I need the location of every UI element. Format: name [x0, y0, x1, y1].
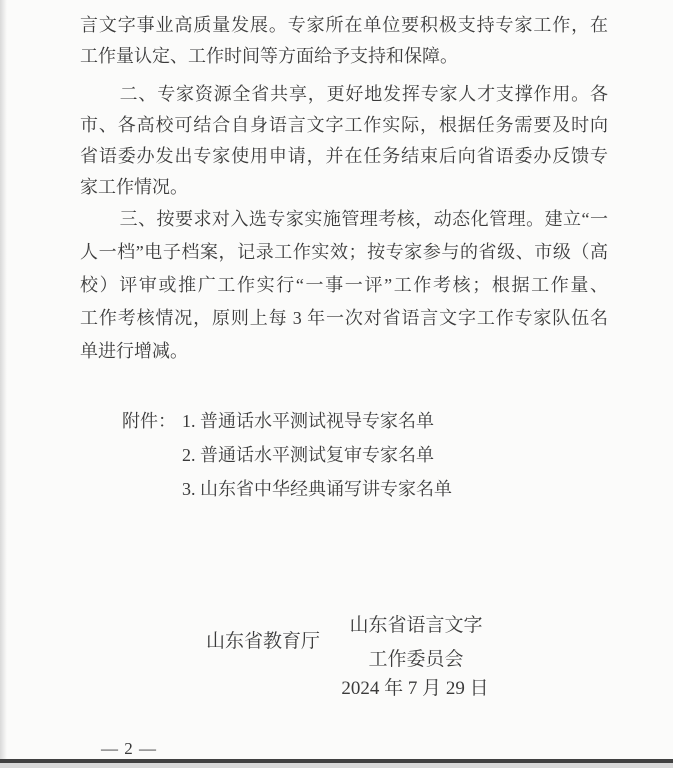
attachment-section: [122, 404, 452, 506]
bottom-edge-band: [0, 763, 673, 768]
attachment-item: 3. 山东省中华经典诵写讲专家名单: [182, 479, 452, 499]
signature-left-org: 山东省教育厅: [206, 631, 321, 652]
document-body: [80, 10, 608, 368]
paragraph: [80, 79, 608, 203]
body-line: 家工作情况。: [80, 177, 188, 197]
attachment-item: 2. 普通话水平测试复审专家名单: [182, 445, 434, 465]
signature-date: 2024 年 7 月 29 日: [341, 678, 489, 699]
body-line: 二、专家资源全省共享，更好地发挥专家人才支撑作用。各: [119, 84, 608, 104]
body-line: 工作考核情况，原则上每 3 年一次对省语言文字工作专家队伍名: [80, 308, 608, 328]
attachment-label: 附件：: [122, 411, 176, 431]
attachment-item: 1. 普通话水平测试视导专家名单: [182, 411, 434, 431]
body-line: 工作量认定、工作时间等方面给予支持和保障。: [80, 46, 458, 66]
body-line: 校）评审或推广工作实行“一事一评”工作考核；根据工作量、: [80, 275, 608, 295]
body-line: 市、各高校可结合自身语言文字工作实际，根据任务需要及时向: [80, 115, 608, 135]
body-line: 省语委办发出专家使用申请，并在任务结束后向省语委办反馈专: [80, 146, 608, 166]
signature-right-org: [338, 609, 494, 677]
paragraph: [80, 10, 608, 72]
body-line: 三、按要求对入选专家实施管理考核，动态化管理。建立“一: [119, 209, 608, 229]
scan-edge-shadow: [0, 0, 7, 768]
body-line: 人一档”电子档案，记录工作实效；按专家参与的省级、市级（高: [80, 242, 608, 262]
body-line: 言文字事业高质量发展。专家所在单位要积极支持专家工作，在: [80, 15, 608, 35]
attachment-list: [182, 404, 452, 506]
paragraph: [80, 203, 608, 368]
signature-right-org-line2: 工作委员会: [368, 649, 464, 670]
page-number: — 2 —: [101, 739, 157, 758]
body-line: 单进行增减。: [80, 341, 188, 361]
signature-right-org-line1: 山东省语言文字: [349, 615, 483, 636]
